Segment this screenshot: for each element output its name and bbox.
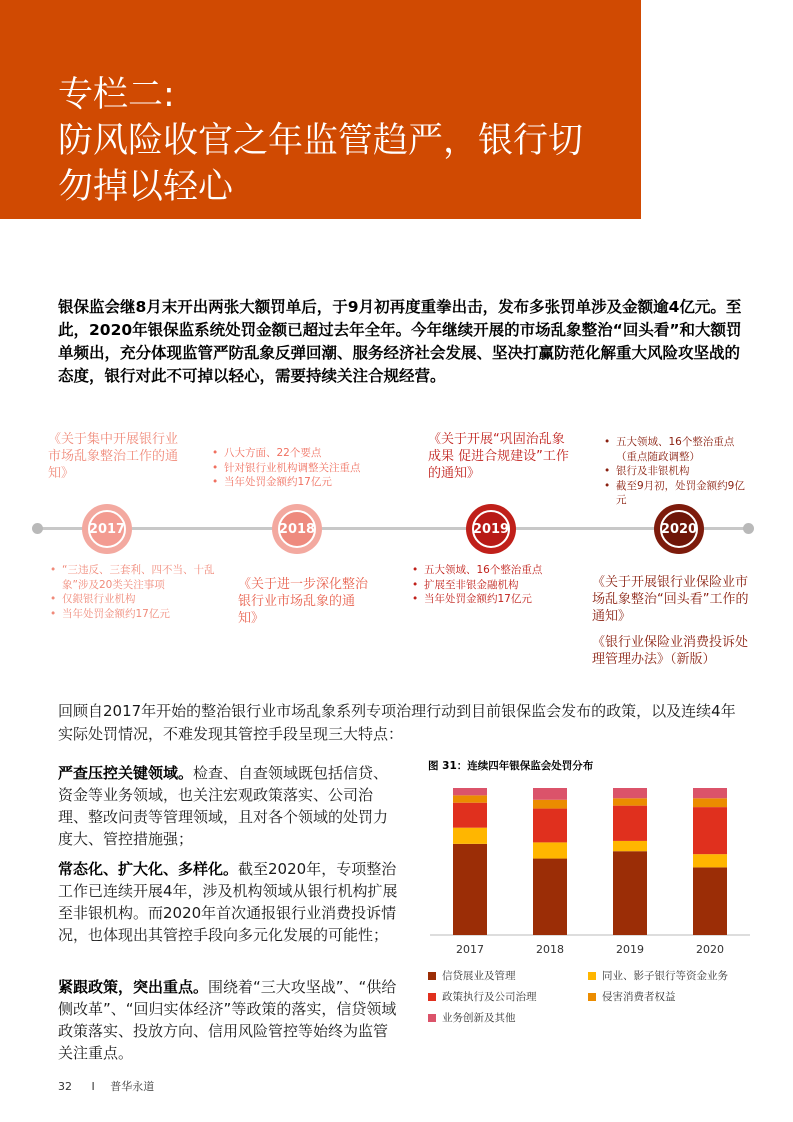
title-line-2: 防风险收官之年监管趋严，银行切: [58, 121, 584, 161]
bar-segment-2019-2: [613, 806, 647, 841]
bar-segment-2020-4: [693, 788, 727, 798]
point-3: [58, 976, 398, 1064]
title-line-3: 勿掉以轻心: [58, 167, 234, 207]
bullets-2017: • “三违反、三套利、四不当、十乱象”涉及20类关注事项 • 仅銀银行业机构 • 当年处罚金额约17亿元: [50, 563, 220, 621]
bar-segment-2020-1: [693, 854, 727, 867]
bar-segment-2017-4: [453, 788, 487, 795]
legend-swatch: [588, 972, 596, 980]
legend-item-interbank: 同业、影子银行等资金业务: [588, 968, 728, 983]
bullets-2019: • 五大领域、16个整治重点 • 扩展至非银金融机构 • 当年处罚金额约17亿元: [412, 563, 562, 607]
bar-segment-2018-2: [533, 809, 567, 843]
bar-segment-2017-1: [453, 828, 487, 844]
bar-segment-2018-4: [533, 788, 567, 800]
year-node-2018: 2018: [272, 504, 322, 554]
doc-2017: 《关于集中开展银行业市场乱象整治工作的通知》: [48, 432, 179, 481]
review-paragraph: 回顾自2017年开始的整治银行业市场乱象系列专项治理行动到目前银保监会发布的政策，以及连续4年实际处罚情况，不难发现其管控手段呈现三大特点：: [58, 702, 736, 743]
legend-swatch: [428, 993, 436, 1001]
footer: [58, 1078, 154, 1094]
header-banner: [0, 0, 641, 219]
point-2-head: 常态化、扩大化、多样化。: [58, 860, 239, 878]
bar-segment-2018-3: [533, 800, 567, 809]
legend-item-policy: 政策执行及公司治理: [428, 989, 537, 1004]
point-1-head: 严查压控关键领域。: [58, 764, 194, 782]
bar-segment-2017-0: [453, 844, 487, 935]
bar-segment-2020-3: [693, 798, 727, 807]
bar-segment-2018-0: [533, 859, 567, 935]
intro-paragraph: 银保监会继8月末开出两张大额罚单后，于9月初再度重拳出击，发布多张罚单涉及金额逾4亿元。至此，2020年银保监系统处罚金额已超过去年全年。今年继续开展的市场乱象整治“回头看”和大额罚单频出，充分体现监管严防乱象反弹回潮、服务经济社会发展、坚决打赢防范化解重大风险攻坚战的态度，银行对此不可掉以轻心，需要持续关注合规经营。: [58, 298, 742, 385]
x-tick-label-2018: 2018: [536, 943, 564, 956]
legend-item-consumer: 侵害消费者权益: [588, 989, 676, 1004]
timeline-end-dot: [743, 523, 754, 534]
bar-segment-2019-0: [613, 851, 647, 935]
point-1-body: 检查、自查领域既包括信贷、资金等业务领域，也关注宏观政策落实、公司治理、整改问责等管理领域，且对各个领域的处罚力度大、管控措施强；: [58, 764, 389, 848]
legend-item-innovation: 业务创新及其他: [428, 1010, 516, 1025]
doc-2018: 《关于进一步深化整治银行业市场乱象的通知》: [238, 577, 369, 626]
timeline-start-dot: [32, 523, 43, 534]
point-2: [58, 858, 398, 946]
doc-2019: 《关于开展“巩固治乱象成果 促进合规建设”工作的通知》: [428, 432, 569, 481]
bar-segment-2020-0: [693, 867, 727, 935]
footer-separator: I: [91, 1080, 95, 1093]
legend-swatch: [428, 1014, 436, 1022]
year-node-2017: 2017: [82, 504, 132, 554]
page-number: 32: [58, 1080, 72, 1093]
x-tick-label-2019: 2019: [616, 943, 644, 956]
x-tick-label-2020: 2020: [696, 943, 724, 956]
point-3-head: 紧跟政策，突出重点。: [58, 978, 209, 996]
chart-title: 图 31：连续四年银保监会处罚分布: [428, 760, 594, 772]
bullets-2018: • 八大方面、22个要点 • 针对银行业机构调整关注重点 • 当年处罚金额约17亿元: [212, 446, 382, 490]
bar-segment-2017-2: [453, 803, 487, 828]
point-1: [58, 762, 398, 850]
page-title: [58, 72, 583, 210]
doc-2020-a: 《关于开展银行业保险业市场乱象整治“回头看”工作的通知》: [592, 575, 749, 624]
bar-segment-2018-1: [533, 842, 567, 858]
legend-swatch: [428, 972, 436, 980]
title-line-1: 专栏二:: [58, 75, 175, 115]
doc-2020-b: 《银行业保险业消费投诉处理管理办法》（新版）: [592, 635, 749, 667]
bullets-2020: • 五大领域、16个整治重点（重点随政调整） • 银行及非银机构 • 截至9月初，处罚金额约9亿元: [604, 435, 754, 508]
x-tick-label-2017: 2017: [456, 943, 484, 956]
legend-swatch: [588, 993, 596, 1001]
penalty-distribution-chart: [420, 775, 760, 960]
footer-brand: 普华永道: [110, 1080, 155, 1093]
bar-segment-2020-2: [693, 807, 727, 854]
bar-segment-2019-1: [613, 841, 647, 851]
legend-item-credit: 信贷展业及管理: [428, 968, 516, 983]
bar-segment-2019-4: [613, 788, 647, 798]
year-node-2019: 2019: [466, 504, 516, 554]
bar-segment-2019-3: [613, 798, 647, 805]
point-2-body: 截至2020年，专项整治工作已连续开展4年，涉及机构领域从银行机构扩展至非银机构。而2020年首次通报银行业消费投诉情况，也体现出其管控手段向多元化发展的可能性；: [58, 860, 398, 944]
timeline-line: [36, 527, 748, 530]
point-3-body: 围绕着“三大攻坚战”、“供给侧改革”、“回归实体经济”等政策的落实，信贷领域政策落实、投放方向、信用风险管控等始终为监管关注重点。: [58, 978, 397, 1062]
year-node-2020: 2020: [654, 504, 704, 554]
bar-segment-2017-3: [453, 795, 487, 802]
